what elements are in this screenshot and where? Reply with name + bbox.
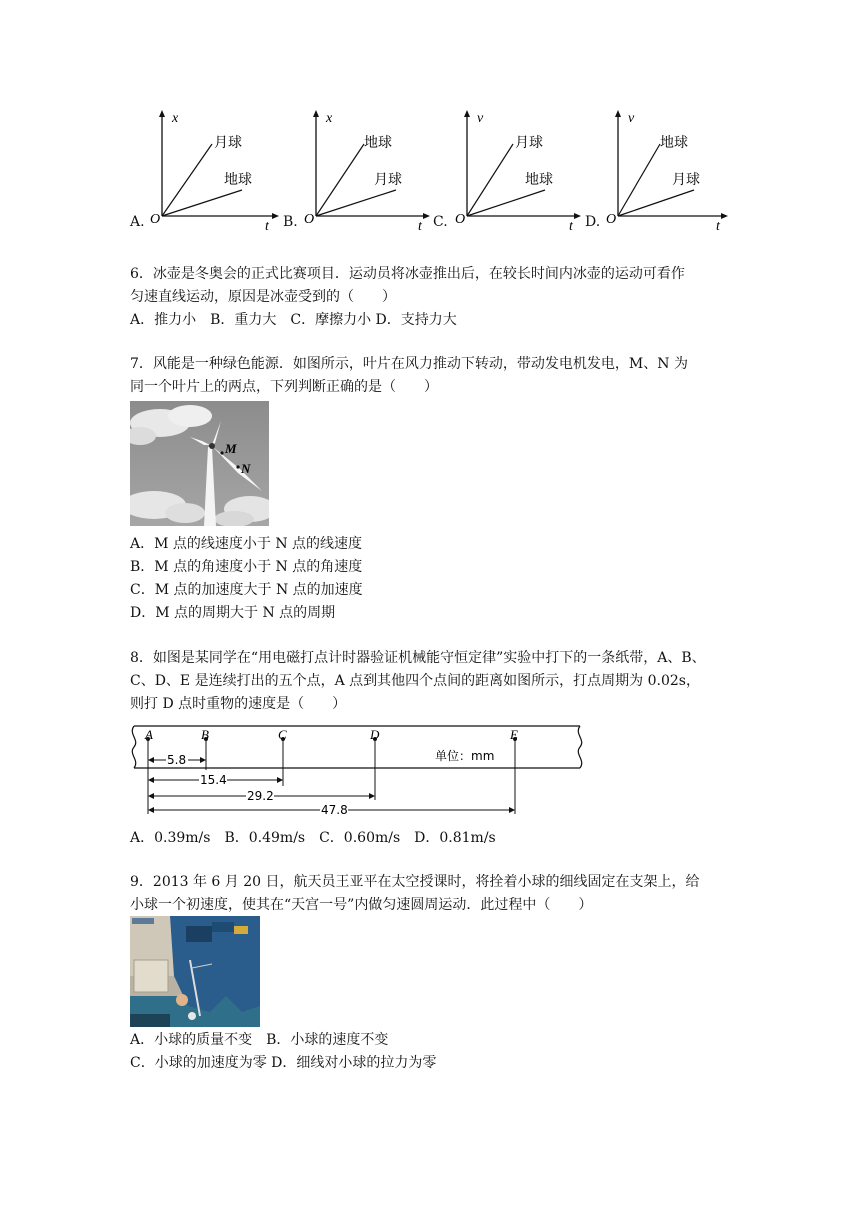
q7-option-d: D．M 点的周期大于 N 点的周期: [130, 605, 336, 621]
q7-stem-line1: 7．风能是一种绿色能源．如图所示，叶片在风力推动下转动，带动发电机发电，M、N 为: [130, 356, 688, 372]
q7-option-c: C．M 点的加速度大于 N 点的加速度: [130, 582, 363, 598]
option-a-label: A.: [130, 214, 145, 230]
q6-options: A．推力小 B．重力大 C．摩擦力小 D．支持力大: [130, 312, 457, 328]
distance-ab: 5.8: [167, 753, 187, 767]
graph-a-origin: O: [150, 212, 161, 227]
q6-stem-line2: 匀速直线运动，原因是冰壶受到的（ ）: [130, 289, 396, 305]
q9-options-row2: C．小球的加速度为零 D．细线对小球的拉力为零: [130, 1055, 437, 1071]
tape-point-c: C: [278, 727, 287, 742]
q9-stem-line1: 9．2013 年 6 月 20 日，航天员王亚平在太空授课时，将拴着小球的细线固定在支架上，给: [130, 874, 700, 890]
distance-ac: 15.4: [200, 773, 227, 787]
distance-ad: 29.2: [247, 789, 274, 803]
graph-a-lower-label: 地球: [224, 172, 252, 188]
graph-c: [455, 108, 585, 234]
tape-point-b: B: [201, 727, 209, 742]
graph-b-lower-label: 月球: [374, 172, 402, 188]
tape-unit-label: 单位：mm: [435, 749, 495, 763]
graph-a-xaxis: t: [265, 219, 269, 234]
graph-d-upper-label: 地球: [660, 135, 688, 151]
distance-ae: 47.8: [321, 803, 348, 817]
q7-option-b: B．M 点的角速度小于 N 点的角速度: [130, 559, 363, 575]
graph-a-yaxis: x: [172, 111, 179, 126]
option-b-label: B.: [283, 214, 298, 230]
graph-b-xaxis: t: [418, 219, 422, 234]
q6-stem-line1: 6．冰壶是冬奥会的正式比赛项目．运动员将冰壶推出后，在较长时间内冰壶的运动可看作: [130, 266, 685, 282]
graph-b-origin: O: [304, 212, 315, 227]
graph-b-yaxis: x: [326, 111, 333, 126]
graph-a-upper-label: 月球: [214, 135, 242, 151]
q9-options-row1: A．小球的质量不变 B．小球的速度不变: [130, 1032, 389, 1048]
graph-b-upper-label: 地球: [364, 135, 392, 151]
graph-c-xaxis: t: [569, 219, 573, 234]
tape-point-d: D: [370, 727, 380, 742]
graph-c-lower-label: 地球: [525, 172, 553, 188]
graph-c-yaxis: v: [477, 111, 484, 126]
tape-point-a: A: [145, 727, 153, 742]
q8-stem-line1: 8．如图是某同学在“用电磁打点计时器验证机械能守恒定律”实验中打下的一条纸带，A、B、: [130, 650, 706, 666]
tape-point-e: E: [510, 727, 518, 742]
option-c-label: C.: [433, 214, 448, 230]
graph-a: [150, 108, 280, 234]
graph-b: [304, 108, 434, 234]
option-d-label: D.: [585, 214, 601, 230]
graph-d-origin: O: [606, 212, 617, 227]
graph-c-origin: O: [455, 212, 466, 227]
space-class-photo: [130, 916, 260, 1027]
graph-d-yaxis: v: [628, 111, 635, 126]
graph-c-upper-label: 月球: [515, 135, 543, 151]
q7-option-a: A．M 点的线速度小于 N 点的线速度: [130, 536, 363, 552]
paper-tape-diagram: [130, 722, 586, 822]
graph-d: [606, 108, 736, 234]
graph-d-xaxis: t: [716, 219, 720, 234]
wind-turbine-photo: [130, 401, 269, 526]
q8-stem-line3: 则打 D 点时重物的速度是（ ）: [130, 696, 347, 712]
point-n-label: N: [241, 461, 251, 476]
q8-options: A．0.39m/s B．0.49m/s C．0.60m/s D．0.81m/s: [130, 830, 496, 846]
point-m-label: M: [225, 441, 237, 456]
q7-stem-line2: 同一个叶片上的两点，下列判断正确的是（ ）: [130, 379, 438, 395]
q9-stem-line2: 小球一个初速度，使其在“天宫一号”内做匀速圆周运动．此过程中（ ）: [130, 897, 593, 913]
graph-d-lower-label: 月球: [672, 172, 700, 188]
q8-stem-line2: C、D、E 是连续打出的五个点，A 点到其他四个点间的距离如图所示，打点周期为 0.02s，: [130, 673, 700, 689]
